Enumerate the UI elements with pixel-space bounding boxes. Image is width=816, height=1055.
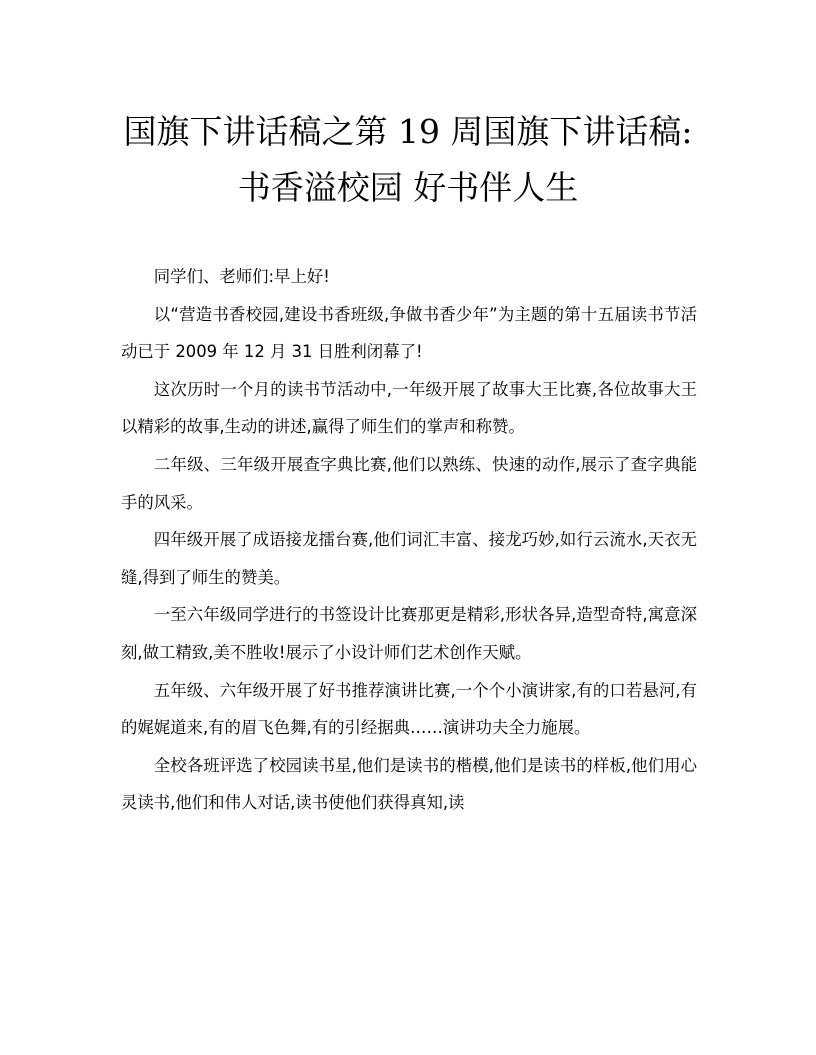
paragraph-grade-two-three: 二年级、三年级开展查字典比赛,他们以熟练、快速的动作,展示了查字典能手的风采。 bbox=[121, 454, 697, 512]
title-line-1: 国旗下讲话稿之第 19 周国旗下讲话稿: bbox=[123, 112, 693, 151]
paragraph-greeting: 同学们、老师们:早上好! bbox=[153, 267, 330, 286]
paragraph-reading-stars: 全校各班评选了校园读书星,他们是读书的楷模,他们是读书的样板,他们用心灵读书,他们和伟人对话,读书使他们获得真知,读 bbox=[121, 755, 697, 813]
document-body bbox=[121, 258, 697, 822]
title-line-2: 书香溢校园 好书伴人生 bbox=[237, 168, 579, 207]
paragraph-grade-five-six: 五年级、六年级开展了好书推荐演讲比赛,一个个小演讲家,有的口若悬河,有的娓娓道来,有的眉飞色舞,有的引经据典……演讲功夫全力施展。 bbox=[121, 680, 697, 738]
paragraph-grade-one: 这次历时一个月的读书节活动中,一年级开展了故事大王比赛,各位故事大王以精彩的故事,生动的讲述,赢得了师生们的掌声和称赞。 bbox=[121, 379, 697, 437]
document-title bbox=[100, 104, 716, 216]
paragraph-grade-four: 四年级开展了成语接龙擂台赛,他们词汇丰富、接龙巧妙,如行云流水,天衣无缝,得到了师生的赞美。 bbox=[121, 530, 697, 587]
paragraph-bookmark-design: 一至六年级同学进行的书签设计比赛那更是精彩,形状各异,造型奇特,寓意深刻,做工精致,美不胜收!展示了小设计师们艺术创作天赋。 bbox=[121, 605, 697, 662]
paragraph-reading-festival: 以“营造书香校园,建设书香班级,争做书香少年”为主题的第十五届读书节活动已于 2009 年 12 月 31 日胜利闭幕了! bbox=[121, 304, 697, 362]
